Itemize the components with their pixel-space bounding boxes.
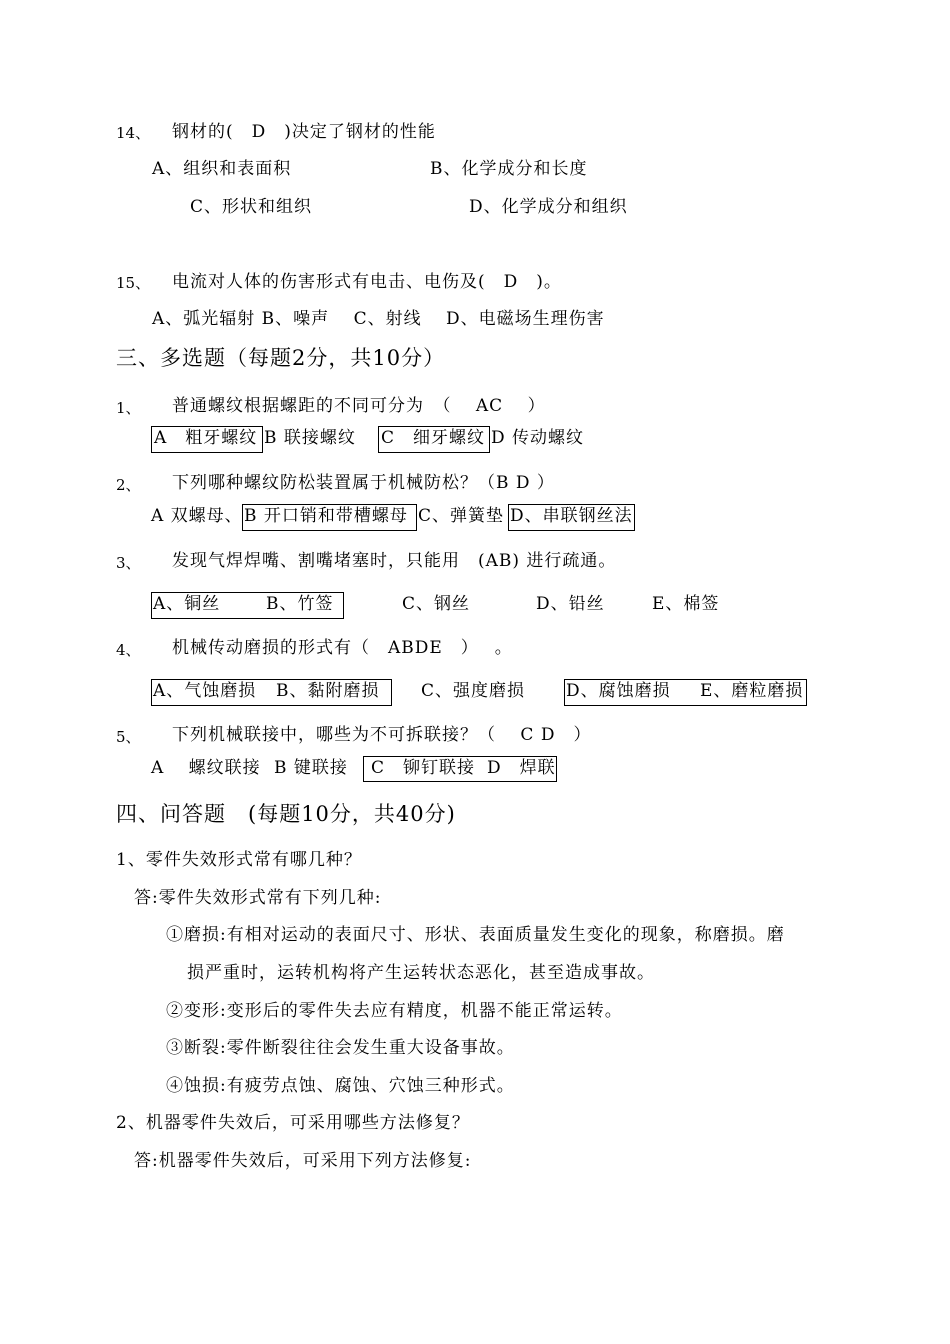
- s3-q1-number: 1、: [116, 399, 141, 417]
- s4-q1-item1-line1: ①磨损:有相对运动的表面尺寸、形状、表面质量发生变化的现象，称磨损。磨: [166, 925, 785, 945]
- s3-q1-option-a: A 粗牙螺纹: [154, 428, 258, 448]
- s3-q3-number: 3、: [116, 554, 141, 572]
- s3-q5-number: 5、: [116, 728, 141, 746]
- q14-option-c: C、形状和组织: [190, 197, 313, 217]
- section4-title: 四、问答题 (每题10分，共40分): [116, 802, 456, 826]
- s4-q1-item3: ③断裂:零件断裂往往会发生重大设备事故。: [166, 1038, 515, 1058]
- s3-q4-option-d: D、腐蚀磨损: [566, 681, 671, 701]
- s3-q5-option-d: D 焊联: [487, 758, 556, 778]
- s4-q2-answer: 答:机器零件失效后，可采用下列方法修复:: [134, 1151, 472, 1171]
- s4-q1-question: 1、零件失效形式常有哪几种？: [116, 850, 362, 870]
- s3-q2-option-d: D、串联钢丝法: [510, 506, 633, 526]
- s4-q1-answer: 答:零件失效形式常有下列几种:: [134, 888, 382, 908]
- s3-q3-option-e: E、棉签: [652, 594, 720, 614]
- s4-q1-item1-line2: 损严重时，运转机构将产生运转状态恶化，甚至造成事故。: [187, 963, 655, 983]
- q15-number: 15、: [116, 274, 151, 292]
- s3-q3-stem: 发现气焊焊嘴、割嘴堵塞时，只能用 (AB) 进行疏通。: [172, 551, 617, 571]
- q14-option-a: A、组织和表面积: [152, 159, 292, 179]
- s3-q2-option-b: B 开口销和带槽螺母: [244, 506, 408, 526]
- s3-q4-option-c: C、强度磨损: [421, 681, 526, 701]
- s3-q1-option-d: D 传动螺纹: [491, 428, 585, 448]
- s3-q4-stem: 机械传动磨损的形式有（ ABDE ） 。: [172, 638, 513, 658]
- s3-q2-option-a: A 双螺母、: [151, 506, 243, 526]
- s4-q1-item2: ②变形:变形后的零件失去应有精度，机器不能正常运转。: [166, 1001, 623, 1021]
- section3-title: 三、多选题（每题2分，共10分）: [116, 346, 446, 370]
- s3-q2-option-c: C、弹簧垫: [418, 506, 505, 526]
- s3-q1-stem: 普通螺纹根据螺距的不同可分为 （ AC ）: [172, 396, 546, 416]
- s3-q1-option-b: B 联接螺纹: [264, 428, 356, 448]
- q14-stem: 钢材的( D )决定了钢材的性能: [172, 122, 436, 142]
- s3-q3-option-d: D、铅丝: [536, 594, 605, 614]
- s4-q2-question: 2、机器零件失效后，可采用哪些方法修复？: [116, 1113, 470, 1133]
- q14-option-b: B、化学成分和长度: [430, 159, 588, 179]
- s3-q5-option-b: B 键联接: [274, 758, 348, 778]
- s3-q4-option-a: A、气蚀磨损: [153, 681, 257, 701]
- s4-q1-item4: ④蚀损:有疲劳点蚀、腐蚀、穴蚀三种形式。: [166, 1076, 515, 1096]
- s3-q2-number: 2、: [116, 476, 141, 494]
- q14-number: 14、: [116, 124, 151, 142]
- s3-q5-option-c: C 铆钉联接: [371, 758, 476, 778]
- q15-options: A、弧光辐射 B、噪声 C、射线 D、电磁场生理伤害: [152, 309, 605, 329]
- q14-option-d: D、化学成分和组织: [469, 197, 628, 217]
- s3-q1-option-c: C 细牙螺纹: [381, 428, 486, 448]
- s3-q2-stem: 下列哪种螺纹防松装置属于机械防松？（B D ）: [172, 473, 555, 493]
- s3-q4-number: 4、: [116, 641, 141, 659]
- s3-q4-option-b: B、黏附磨损: [276, 681, 380, 701]
- q15-stem: 电流对人体的伤害形式有电击、电伤及( D )。: [172, 272, 562, 292]
- s3-q5-stem: 下列机械联接中，哪些为不可拆联接？（ C D ）: [172, 725, 592, 745]
- s3-q5-option-a: A 螺纹联接: [151, 758, 261, 778]
- s3-q4-option-e: E、磨粒磨损: [700, 681, 804, 701]
- s3-q3-option-b: B、竹签: [266, 594, 334, 614]
- s3-q3-option-c: C、钢丝: [402, 594, 471, 614]
- s3-q3-option-a: A、铜丝: [153, 594, 221, 614]
